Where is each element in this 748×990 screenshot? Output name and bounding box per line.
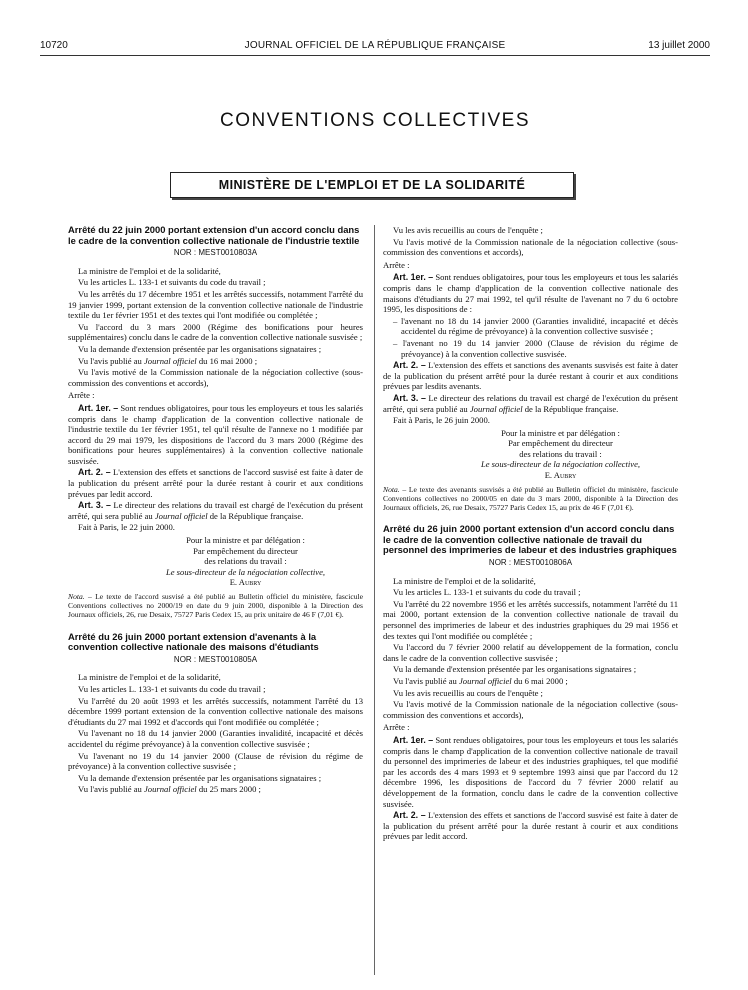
doc1-para: Vu les articles L. 133-1 et suivants du code du travail ; xyxy=(78,277,266,288)
right-column xyxy=(383,225,678,843)
journal-title: JOURNAL OFFICIEL DE LA RÉPUBLIQUE FRANÇAISE xyxy=(244,40,506,51)
ministry-title: MINISTÈRE DE L'EMPLOI ET DE LA SOLIDARITÉ xyxy=(218,178,526,192)
doc1-para: La ministre de l'emploi et de la solidarité, xyxy=(78,265,221,276)
doc2-bullet: – l'avenant no 18 du 14 janvier 2000 (Garanties invalidité, incapacité et décès accidentel du régime de prévoyance) à la convention collective susvisée ; xyxy=(393,315,678,337)
section-title: CONVENTIONS COLLECTIVES xyxy=(219,110,531,131)
doc2-para: Vu les articles L. 133-1 et suivants du code du travail ; xyxy=(78,683,266,694)
doc3-para: Vu la demande d'extension présentée par les organisations signataires ; xyxy=(393,664,637,675)
doc1-para: Vu l'avis motivé de la Commission nationale de la négociation collective (sous-commission des conventions et accords), xyxy=(68,367,363,388)
doc3-nor: NOR : MESТ0010806A xyxy=(488,558,573,568)
doc3-para: Vu l'arrêté du 22 novembre 1956 et les arrêtés successifs, notamment l'arrêté du 11 mai 2000, portant extension de la convention collective nationale de travail du personnel des imprimeries de labeur et des industries graphiques du 29 mai 1956 et des textes qui l'ont modifiée ou complétée ; xyxy=(383,598,678,641)
doc1-nota: Nota. – Le texte de l'accord susvisé a été publié au Bulletin officiel du ministère, fascicule Conventions collectives no 2000/19 en date du 9 juin 2000, disponible à la Direction des Journaux officiels, 26, rue Desaix, 75727 Paris Cedex 15, au prix unitaire de 46 F (7,01 €). xyxy=(68,592,363,620)
doc1-signature: Pour la ministre et par délégation : Par empêchement du directeur des relations du travail : Le sous-directeur de la négociation collective, E. Aubry xyxy=(165,535,326,588)
doc1-para: Vu l'accord du 3 mars 2000 (Régime des bonifications pour heures supplémentaires) conclu dans le cadre de la convention collective nationale susvisée ; xyxy=(68,321,363,343)
doc1-para: Vu l'avis publié au Journal officiel du 16 mai 2000 ; xyxy=(78,355,258,366)
doc3-para: Vu l'accord du 7 février 2000 relatif au développement de la formation, conclu dans le cadre de la convention collective susvisée ; xyxy=(383,642,678,663)
doc2-article-1: Art. 1er. – Sont rendues obligatoires, pour tous les employeurs et tous les salariés compris dans le champ d'application de la convention collective nationale des maisons d'étudiants du 27 mai 1992, tel qu'il résulte de l'avenant no 7 du 6 octobre 1995, les dispositions de : xyxy=(383,272,678,315)
column-divider xyxy=(374,225,375,975)
doc3-title: Arrêté du 26 juin 2000 portant extension d'un accord conclu dans le cadre de la convention collective nationale de travail du personnel des imprimeries de labeur et des industries graphiques xyxy=(383,523,677,556)
doc1-nor: NOR : MESТ0010803A xyxy=(173,248,258,258)
doc2-nor: NOR : MESТ0010805A xyxy=(173,654,258,664)
doc2-para: Vu la demande d'extension présentée par les organisations signataires ; xyxy=(78,772,322,783)
ministry-box xyxy=(170,172,574,198)
doc2-arrete: Arrête : xyxy=(383,259,410,270)
running-header xyxy=(40,40,710,56)
page-number: 10720 xyxy=(40,40,68,51)
doc3-para: Vu l'avis publié au Journal officiel du 6 mai 2000 ; xyxy=(393,675,568,686)
doc2-para: Vu l'avis publié au Journal officiel du 25 mars 2000 ; xyxy=(78,784,261,795)
doc2-para: Vu l'avenant no 18 du 14 janvier 2000 (Garanties invalidité, incapacité et décès accidentel du régime prévoyance) à la convention collective susvisée ; xyxy=(68,728,363,749)
doc2-para: Vu l'avenant no 19 du 14 janvier 2000 (Clause de révision du régime de prévoyance) à la convention collective susvisée ; xyxy=(68,750,363,772)
doc2-bullet: – l'avenant no 19 du 14 janvier 2000 (Clause de révision du régime de prévoyance) à la convention collective susvisée. xyxy=(393,337,678,359)
doc3-article-2: Art. 2. – L'extension des effets et sanctions de l'accord susvisé est faite à dater de la publication du présent arrêté pour la durée restant à courir et aux conditions prévues par ledit accord. xyxy=(383,810,678,842)
issue-date: 13 juillet 2000 xyxy=(648,40,710,51)
doc2-para: Vu l'avis motivé de la Commission nationale de la négociation collective (sous-commission des conventions et accords), xyxy=(383,236,678,258)
doc1-arrete: Arrête : xyxy=(68,390,95,401)
doc2-para: Vu l'arrêté du 20 août 1993 et les arrêtés successifs, notamment l'arrêté du 13 décembre 1999 portant extension de la convention collective nationale des maisons d'étudiants du 27 mai 1992 et d'accords qui l'ont modifiée ou complétée ; xyxy=(68,695,363,727)
doc1-article-1: Art. 1er. – Sont rendues obligatoires, pour tous les employeurs et tous les salariés compris dans le champ d'application de la convention collective nationale de l'industrie textile du 1er février 1951, tel qu'il résulte de l'annexe no 1 modifiée par accord du 29 mai 1979, les dispositions de l'accord du 3 mars 2000 (Régime des bonifications pour heures supplémentaires) à la convention collective nationale susvisée. xyxy=(68,402,363,466)
doc2-signature: Pour la ministre et par délégation : Par empêchement du directeur des relations du travail : Le sous-directeur de la négociation collective, E. Aubry xyxy=(480,427,641,481)
doc3-article-1: Art. 1er. – Sont rendues obligatoires, pour tous les employeurs et tous les salariés compris dans le champ d'application de la convention collective nationale de travail du personnel des imprimeries de labeur et des industries graphiques, tel que modifié par les accords des 4 mars 1993 et 9 septembre 1993 ainsi que par l'accord du 12 décembre 1996, les dispositions de l'accord du 7 février 2000 relatif au développement de la formation, conclu dans le cadre de la convention collective susvisée. xyxy=(383,734,678,809)
doc1-para: Vu la demande d'extension présentée par les organisations signataires ; xyxy=(78,343,322,354)
doc2-article-2: Art. 2. – L'extension des effets et sanctions des avenants susvisés est faite à dater de la publication du présent arrêté pour la durée restant à courir et aux conditions prévues par lesdits avenants. xyxy=(383,360,678,392)
doc2-para: La ministre de l'emploi et de la solidarité, xyxy=(78,672,221,683)
left-column xyxy=(68,225,363,796)
doc3-para: Vu les articles L. 133-1 et suivants du code du travail ; xyxy=(393,587,581,598)
doc2-article-3: Art. 3. – Le directeur des relations du travail est chargé de l'exécution du présent arrêté, qui sera publié au Journal officiel de la République française. xyxy=(383,392,678,414)
header-rule xyxy=(40,55,710,56)
doc3-arrete: Arrête : xyxy=(383,722,410,733)
doc1-fait: Fait à Paris, le 22 juin 2000. xyxy=(78,522,175,533)
doc1-article-2: Art. 2. – L'extension des effets et sanctions de l'accord susvisé est faite à dater de la publication du présent arrêté pour la durée restant à courir et aux conditions prévues par ledit accord. xyxy=(68,467,363,499)
doc3-para: La ministre de l'emploi et de la solidarité, xyxy=(393,575,536,586)
doc1-title: Arrêté du 22 juin 2000 portant extension d'un accord conclu dans le cadre de la convention collective nationale de l'industrie textile xyxy=(68,224,360,246)
doc2-nota: Nota. – Le texte des avenants susvisés a été publié au Bulletin officiel du ministère, fascicule Conventions collectives no 2000/05 en date du 3 mars 2000, disponible à la Direction des Journaux officiels, 26, rue Desaix, 75727 Paris Cedex 15, au prix de 46 F (7,01 €). xyxy=(383,484,678,513)
doc1-para: Vu les arrêtés du 17 décembre 1951 et les arrêtés successifs, notamment l'arrêté du 19 janvier 1999, portant extension de la convention collective nationale de l'industrie textile du 1er février 1951 et des textes qui l'ont modifiée ou complétée ; xyxy=(68,288,363,321)
doc1-article-3: Art. 3. – Le directeur des relations du travail est chargé de l'exécution du présent arrêté, qui sera publié au Journal officiel de la République française. xyxy=(68,500,363,521)
doc3-para: Vu l'avis motivé de la Commission nationale de la négociation collective (sous-commission des conventions et accords), xyxy=(383,699,678,720)
doc2-title: Arrêté du 26 juin 2000 portant extension d'avenants à la convention collective nationale des maisons d'étudiants xyxy=(68,630,319,653)
doc2-para: Vu les avis recueillis au cours de l'enquête ; xyxy=(393,225,543,235)
doc3-para: Vu les avis recueillis au cours de l'enquête ; xyxy=(393,687,543,698)
doc2-fait: Fait à Paris, le 26 juin 2000. xyxy=(393,415,490,426)
